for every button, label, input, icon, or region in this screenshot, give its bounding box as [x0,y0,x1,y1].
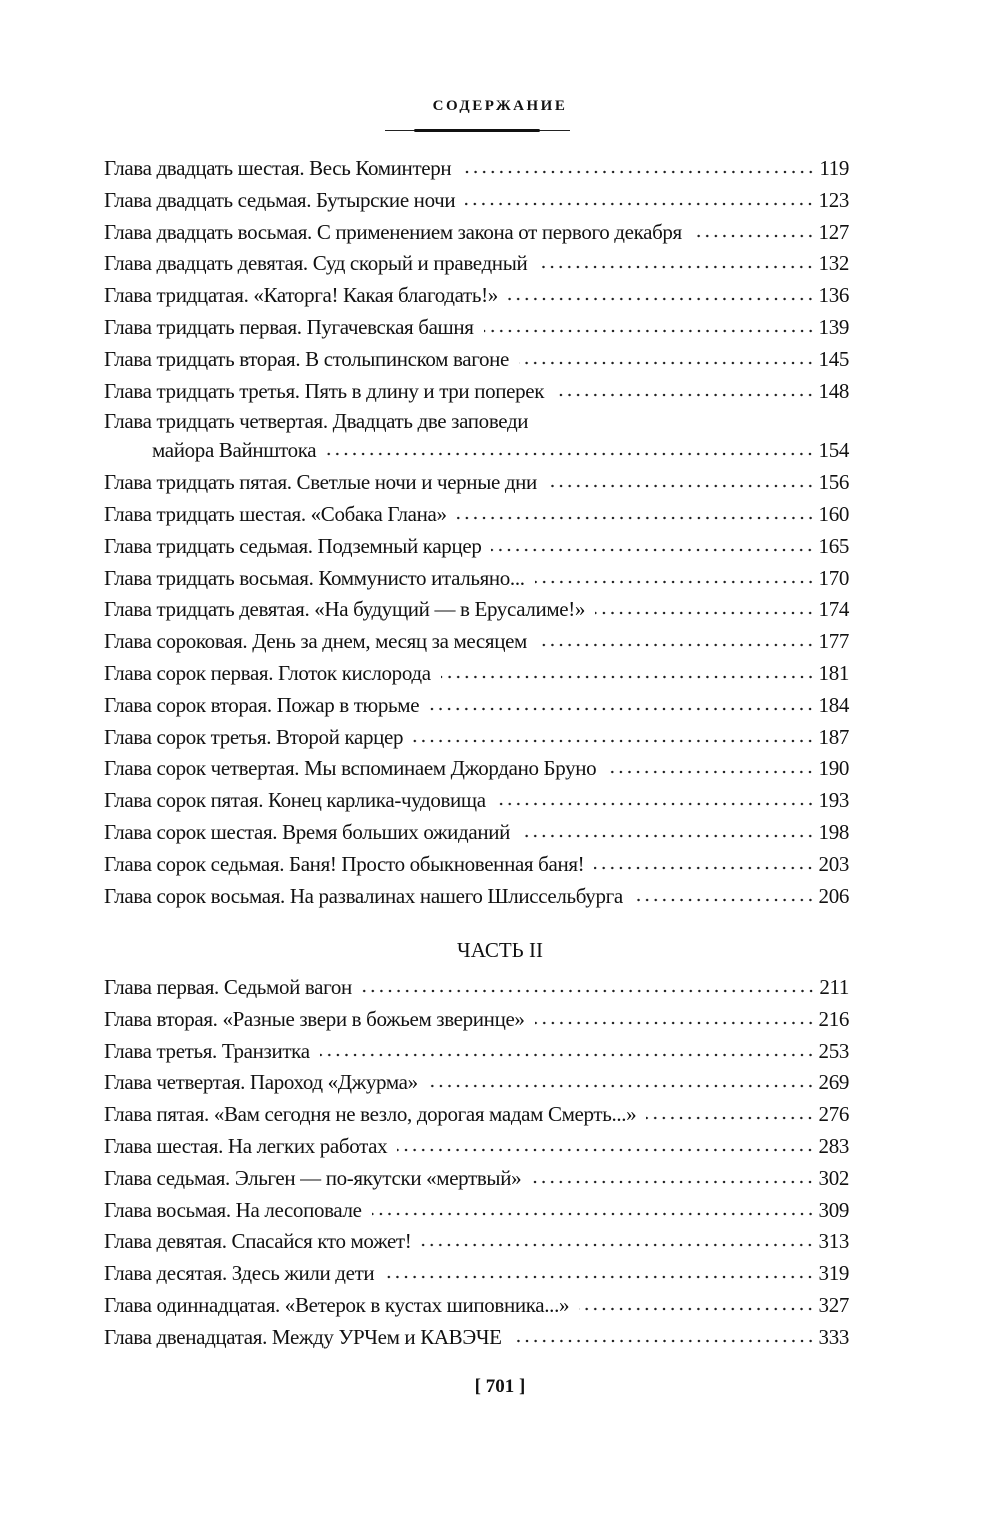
toc-entry [104,376,849,408]
entry-page: 319 [818,1261,849,1286]
entry-page: 276 [818,1102,849,1127]
toc-entry [104,1163,849,1195]
entry-page: 119 [819,156,849,180]
toc-entry [104,344,849,376]
dot-leader [384,1274,814,1280]
entry-title: Глава восьмая. На лесоповале [104,1197,362,1222]
dot-leader [519,360,815,366]
entry-page: 253 [818,1038,849,1063]
entry-page: 187 [818,724,849,749]
entry-title: Глава тридцать пятая. Светлые ночи и черные дни [104,470,537,495]
dot-leader [554,392,814,398]
entry-title: Глава тридцать четвертая. Двадцать две заповеди [104,409,529,434]
entry-page: 302 [818,1165,849,1190]
dot-leader [531,1179,814,1185]
entry-page: 193 [818,788,849,813]
dot-leader [508,296,815,302]
entry-title: Глава сорок пятая. Конец карлика-чудовища [104,788,486,813]
dot-leader [441,674,815,680]
entry-title: Глава сороковая. День за днем, месяц за месяцем [104,629,527,654]
dot-leader [547,483,815,489]
entry-title: Глава тридцать восьмая. Коммунисто итальяно... [104,565,525,590]
entry-title: Глава пятая. «Вам сегодня не везло, дорогая мадам Смерть...» [104,1102,637,1127]
entry-page: 198 [818,819,849,844]
dot-leader [646,1115,814,1121]
entry-page: 181 [818,660,849,685]
dot-leader [461,169,815,175]
toc-entry [104,1131,849,1163]
toc-entry [104,1036,849,1068]
entry-title: Глава сорок вторая. Пожар в тюрьме [104,692,420,717]
entry-page: 139 [818,314,849,339]
entry-title-continuation: майора Вайнштока [152,438,317,463]
entry-page: 154 [818,438,849,463]
dot-leader [413,738,814,744]
entry-page: 160 [818,501,849,526]
toc-entry [104,881,849,913]
entry-title: Глава тридцать первая. Пугачевская башня [104,314,474,339]
dot-leader [326,451,814,457]
dot-leader [606,769,814,775]
entry-page: 132 [818,251,849,276]
toc-entry [104,1226,849,1258]
toc-entry [104,1258,849,1290]
entry-page: 145 [818,346,849,371]
toc-entry [104,1322,849,1354]
entry-title: Глава девятая. Спасайся кто может! [104,1229,412,1254]
dot-leader [429,706,814,712]
toc-entry [104,153,849,185]
entry-title: Глава двадцать девятая. Суд скорый и праведный [104,251,528,276]
toc-entry [104,312,849,344]
entry-title: Глава тридцать вторая. В столыпинском вагоне [104,346,510,371]
toc-entry [104,1195,849,1227]
dot-leader [535,1020,815,1026]
toc-entry [104,594,849,626]
entry-page: 174 [818,597,849,622]
entry-page: 203 [818,851,849,876]
entry-page: 148 [818,378,849,403]
entry-title: Глава тридцать третья. Пять в длину и три поперек [104,378,545,403]
toc-entry [104,185,849,217]
entry-title: Глава тридцать шестая. «Собака Глана» [104,501,447,526]
dot-leader [320,1052,815,1058]
entry-title: Глава сорок третья. Второй карцер [104,724,404,749]
toc-entry [104,499,849,531]
dot-leader [537,264,814,270]
dot-leader [372,1211,815,1217]
toc-part-1 [104,153,849,912]
dot-leader [465,201,814,207]
page-number: [ 701 ] [474,1376,526,1397]
toc-entry [104,1290,849,1322]
toc-entry [104,690,849,722]
toc-entry [104,248,849,280]
entry-title: Глава десятая. Здесь жили дети [104,1261,375,1286]
entry-page: 170 [818,565,849,590]
toc-entry [104,563,849,595]
toc-entry [104,626,849,658]
entry-title: Глава тридцатая. «Каторга! Какая благодать!» [104,283,498,308]
entry-title: Глава сорок четвертая. Мы вспоминаем Джордано Бруно [104,756,597,781]
dot-leader [457,515,815,521]
dot-leader [512,1338,815,1344]
dot-leader [397,1147,814,1153]
dot-leader [595,610,814,616]
entry-page: 211 [819,975,849,999]
dot-leader [428,1083,815,1089]
toc-entry [104,280,849,312]
entry-title: Глава двадцать восьмая. С применением закона от первого декабря [104,219,682,244]
dot-leader [421,1242,814,1248]
dot-leader [537,642,815,648]
dot-leader [633,897,815,903]
entry-page: 127 [818,219,849,244]
dot-leader [496,801,815,807]
entry-page: 327 [818,1292,849,1317]
entry-page: 184 [818,692,849,717]
toc-entry-continuation [104,435,849,467]
entry-page: 333 [818,1324,849,1349]
entry-page: 216 [818,1006,849,1031]
entry-page: 136 [818,283,849,308]
entry-page: 269 [818,1070,849,1095]
dot-leader [579,1306,814,1312]
entry-page: 283 [818,1133,849,1158]
toc-entry [104,849,849,881]
page-title: СОДЕРЖАНИЕ [432,98,568,114]
entry-title: Глава тридцать седьмая. Подземный карцер [104,533,482,558]
entry-page: 123 [818,187,849,212]
dot-leader [692,233,815,239]
toc-part-2 [104,972,849,1354]
toc-entry [104,1099,849,1131]
entry-page: 165 [818,533,849,558]
dot-leader [362,988,815,994]
toc-entry [104,407,849,435]
entry-page: 190 [818,756,849,781]
toc-entry [104,658,849,690]
entry-title: Глава сорок восьмая. На развалинах нашего Шлиссельбурга [104,883,623,908]
toc-entry [104,1004,849,1036]
entry-title: Глава сорок шестая. Время больших ожиданий [104,819,510,844]
entry-page: 309 [818,1197,849,1222]
dot-leader [491,547,814,553]
toc-entry [104,1067,849,1099]
entry-page: 313 [818,1229,849,1254]
part-heading: ЧАСТЬ II [457,938,543,962]
entry-title: Глава вторая. «Разные звери в божьем зверинце» [104,1006,525,1031]
title-divider-accent [414,129,540,132]
toc-entry [104,817,849,849]
entry-title: Глава тридцать девятая. «На будущий — в Ерусалиме!» [104,597,586,622]
toc-entry [104,531,849,563]
toc-entry [104,972,849,1004]
toc-entry [104,753,849,785]
toc-entry [104,467,849,499]
entry-page: 156 [818,470,849,495]
entry-page: 206 [818,883,849,908]
dot-leader [535,579,815,585]
toc-entry [104,722,849,754]
toc-entry [104,217,849,249]
dot-leader [484,328,815,334]
entry-title: Глава шестая. На легких работах [104,1133,388,1158]
entry-title: Глава одиннадцатая. «Ветерок в кустах шиповника...» [104,1292,570,1317]
entry-title: Глава сорок седьмая. Баня! Просто обыкновенная баня! [104,851,585,876]
entry-title: Глава сорок первая. Глоток кислорода [104,660,431,685]
dot-leader [520,833,815,839]
entry-title: Глава первая. Седьмой вагон [104,975,352,999]
entry-title: Глава третья. Транзитка [104,1038,310,1063]
toc-entry [104,785,849,817]
entry-title: Глава двадцать седьмая. Бутырские ночи [104,187,456,212]
entry-title: Глава двенадцатая. Между УРЧем и КАВЭЧЕ [104,1324,502,1349]
dot-leader [594,865,814,871]
entry-page: 177 [818,629,849,654]
entry-title: Глава двадцать шестая. Весь Коминтерн [104,156,452,180]
entry-title: Глава четвертая. Пароход «Джурма» [104,1070,418,1095]
entry-title: Глава седьмая. Эльген — по-якутски «мертвый» [104,1165,522,1190]
